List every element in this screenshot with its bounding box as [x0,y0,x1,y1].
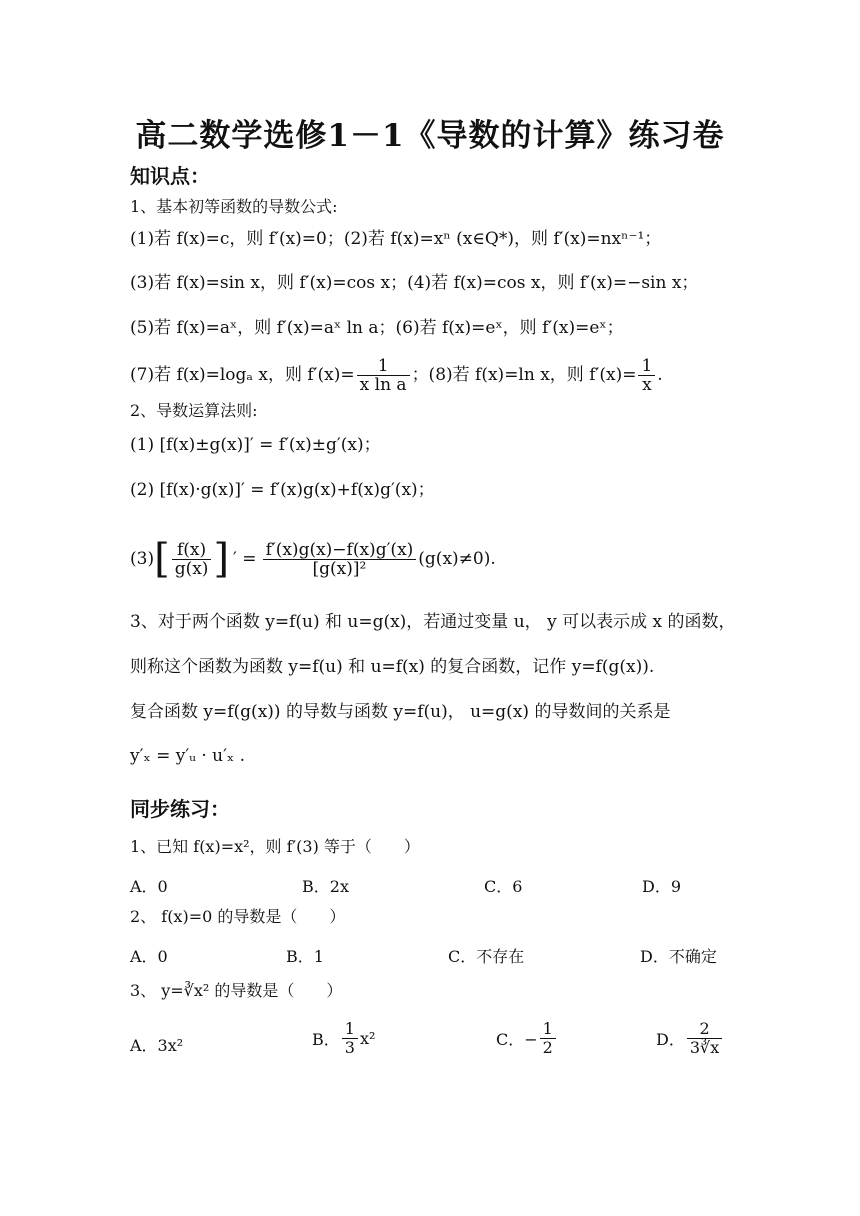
formula-row-4-a: (7)若 f(x)=logₐ x，则 f′(x)= [130,365,355,385]
option-b-num: 1 [342,1020,358,1039]
option-c-den: 2 [542,1038,553,1057]
formula-row-1: (1)若 f(x)=c，则 f′(x)=0；(2)若 f(x)=xⁿ (x∈Q*)，则 f′(x)=nxⁿ⁻¹； [130,229,662,249]
composite-line-4: y′ₓ = y′ᵤ · u′ₓ . [130,746,245,766]
fraction-result [263,541,417,578]
rule-1: (1) [f(x)±g(x)]′ = f′(x)±g′(x)； [130,435,381,455]
formula-row-4-b: ；(8)若 f(x)=ln x，则 f′(x)= [411,365,637,385]
rule-2: (2) [f(x)·g(x)]′ = f′(x)g(x)+f(x)g′(x)； [130,480,435,500]
question-3-stem: 3、 y=∛x² 的导数是（ ） [130,981,343,1000]
fraction-quotient-num: f(x) [172,541,212,560]
question-3-option-b[interactable] [312,1020,375,1057]
option-d-num: 2 [687,1020,722,1039]
rule-3-post: (g(x)≠0). [418,549,496,569]
option-c-label: C．− [496,1030,538,1049]
question-1-stem: 1、已知 f(x)=x²，则 f′(3) 等于（ ） [130,837,420,856]
formula-row-2: (3)若 f(x)=sin x，则 f′(x)=cos x；(4)若 f(x)=cos x，则 f′(x)=−sin x； [130,273,699,293]
question-3-option-c[interactable] [496,1020,558,1057]
fraction-log-den: x ln a [359,374,407,395]
fraction-ln [638,357,655,394]
question-1-option-d[interactable]: D．9 [642,877,682,896]
option-b-fraction [342,1020,358,1057]
question-2-option-c[interactable]: C．不存在 [448,947,525,966]
bracket-right: ] [213,536,230,582]
fraction-result-num: f′(x)g(x)−f(x)g′(x) [263,541,417,560]
option-b-den: 3 [344,1038,355,1057]
fraction-log-num: 1 [357,357,410,376]
formula-row-4-c: . [657,365,663,385]
fraction-ln-den: x [642,374,652,395]
section1-heading: 1、基本初等函数的导数公式: [130,197,338,216]
question-2-stem: 2、 f(x)=0 的导数是（ ） [130,907,346,926]
page-title: 高二数学选修1－1《导数的计算》练习卷 [135,118,725,154]
question-3-option-d[interactable] [656,1020,724,1057]
option-d-fraction [687,1020,722,1057]
question-2-option-a[interactable]: A．0 [130,947,168,966]
formula-row-3: (5)若 f(x)=aˣ，则 f′(x)=aˣ ln a；(6)若 f(x)=eˣ，则 f′(x)=eˣ； [130,318,624,338]
rule-3-eq: ′ = [233,549,257,569]
composite-line-1: 3、对于两个函数 y=f(u) 和 u=g(x)，若通过变量 u， y 可以表示成 x 的函数， [130,612,736,632]
practice-heading: 同步练习： [130,797,230,821]
bracket-left: [ [154,536,170,582]
rule-3 [130,528,496,590]
option-c-num: 1 [540,1020,556,1039]
rule-3-pre: (3) [130,549,155,569]
option-b-label: B． [312,1030,340,1049]
fraction-ln-num: 1 [638,357,655,376]
composite-line-3: 复合函数 y=f(g(x)) 的导数与函数 y=f(u)， u=g(x) 的导数间的关系是 [130,702,671,722]
question-1-option-c[interactable]: C．6 [484,877,523,896]
fraction-result-den: [g(x)]² [312,558,367,579]
option-d-label: D． [656,1030,685,1049]
fraction-log [357,357,410,394]
fraction-quotient [172,541,212,578]
question-2-option-b[interactable]: B．1 [286,947,324,966]
composite-line-2: 则称这个函数为函数 y=f(u) 和 u=f(x) 的复合函数，记作 y=f(g(x)). [130,657,655,677]
formula-row-4 [130,352,663,398]
option-d-den: 3∛x [689,1038,720,1057]
option-b-tail: x² [359,1029,376,1048]
question-1-option-a[interactable]: A．0 [130,877,168,896]
option-c-fraction [540,1020,556,1057]
question-2-option-d[interactable]: D．不确定 [640,947,717,966]
section2-heading: 2、导数运算法则: [130,401,258,420]
question-3-option-a[interactable]: A．3x² [130,1036,184,1055]
question-1-option-b[interactable]: B．2x [302,877,349,896]
fraction-quotient-den: g(x) [174,558,209,579]
knowledge-heading: 知识点： [130,164,210,188]
